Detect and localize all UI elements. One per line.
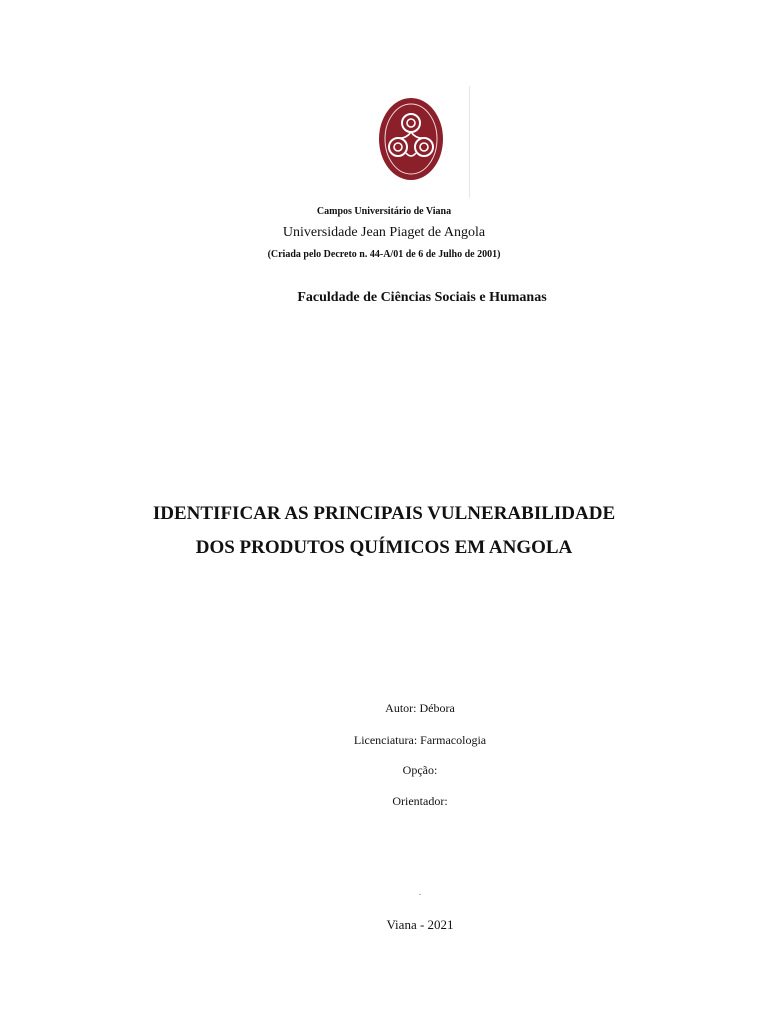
option-line: Opção:	[402, 763, 438, 777]
header-divider	[469, 86, 470, 198]
university-logo-icon	[378, 97, 444, 181]
advisor-line: Orientador:	[392, 794, 448, 808]
dot-mark: .	[418, 887, 422, 897]
campus-line: Campos Universitário de Viana	[316, 206, 452, 217]
decree-line: (Criada pelo Decreto n. 44-A/01 de 6 de Julho de 2001)	[267, 249, 501, 260]
faculty-name: Faculdade de Ciências Sociais e Humanas	[297, 290, 547, 305]
author-line: Autor: Débora	[385, 701, 455, 715]
place-date: Viana - 2021	[386, 917, 454, 932]
document-title-line-1: IDENTIFICAR AS PRINCIPAIS VULNERABILIDADE	[152, 503, 616, 524]
degree-line: Licenciatura: Farmacologia	[353, 733, 487, 747]
document-title-line-2: DOS PRODUTOS QUÍMICOS EM ANGOLA	[195, 537, 573, 558]
university-name: Universidade Jean Piaget de Angola	[282, 225, 486, 240]
